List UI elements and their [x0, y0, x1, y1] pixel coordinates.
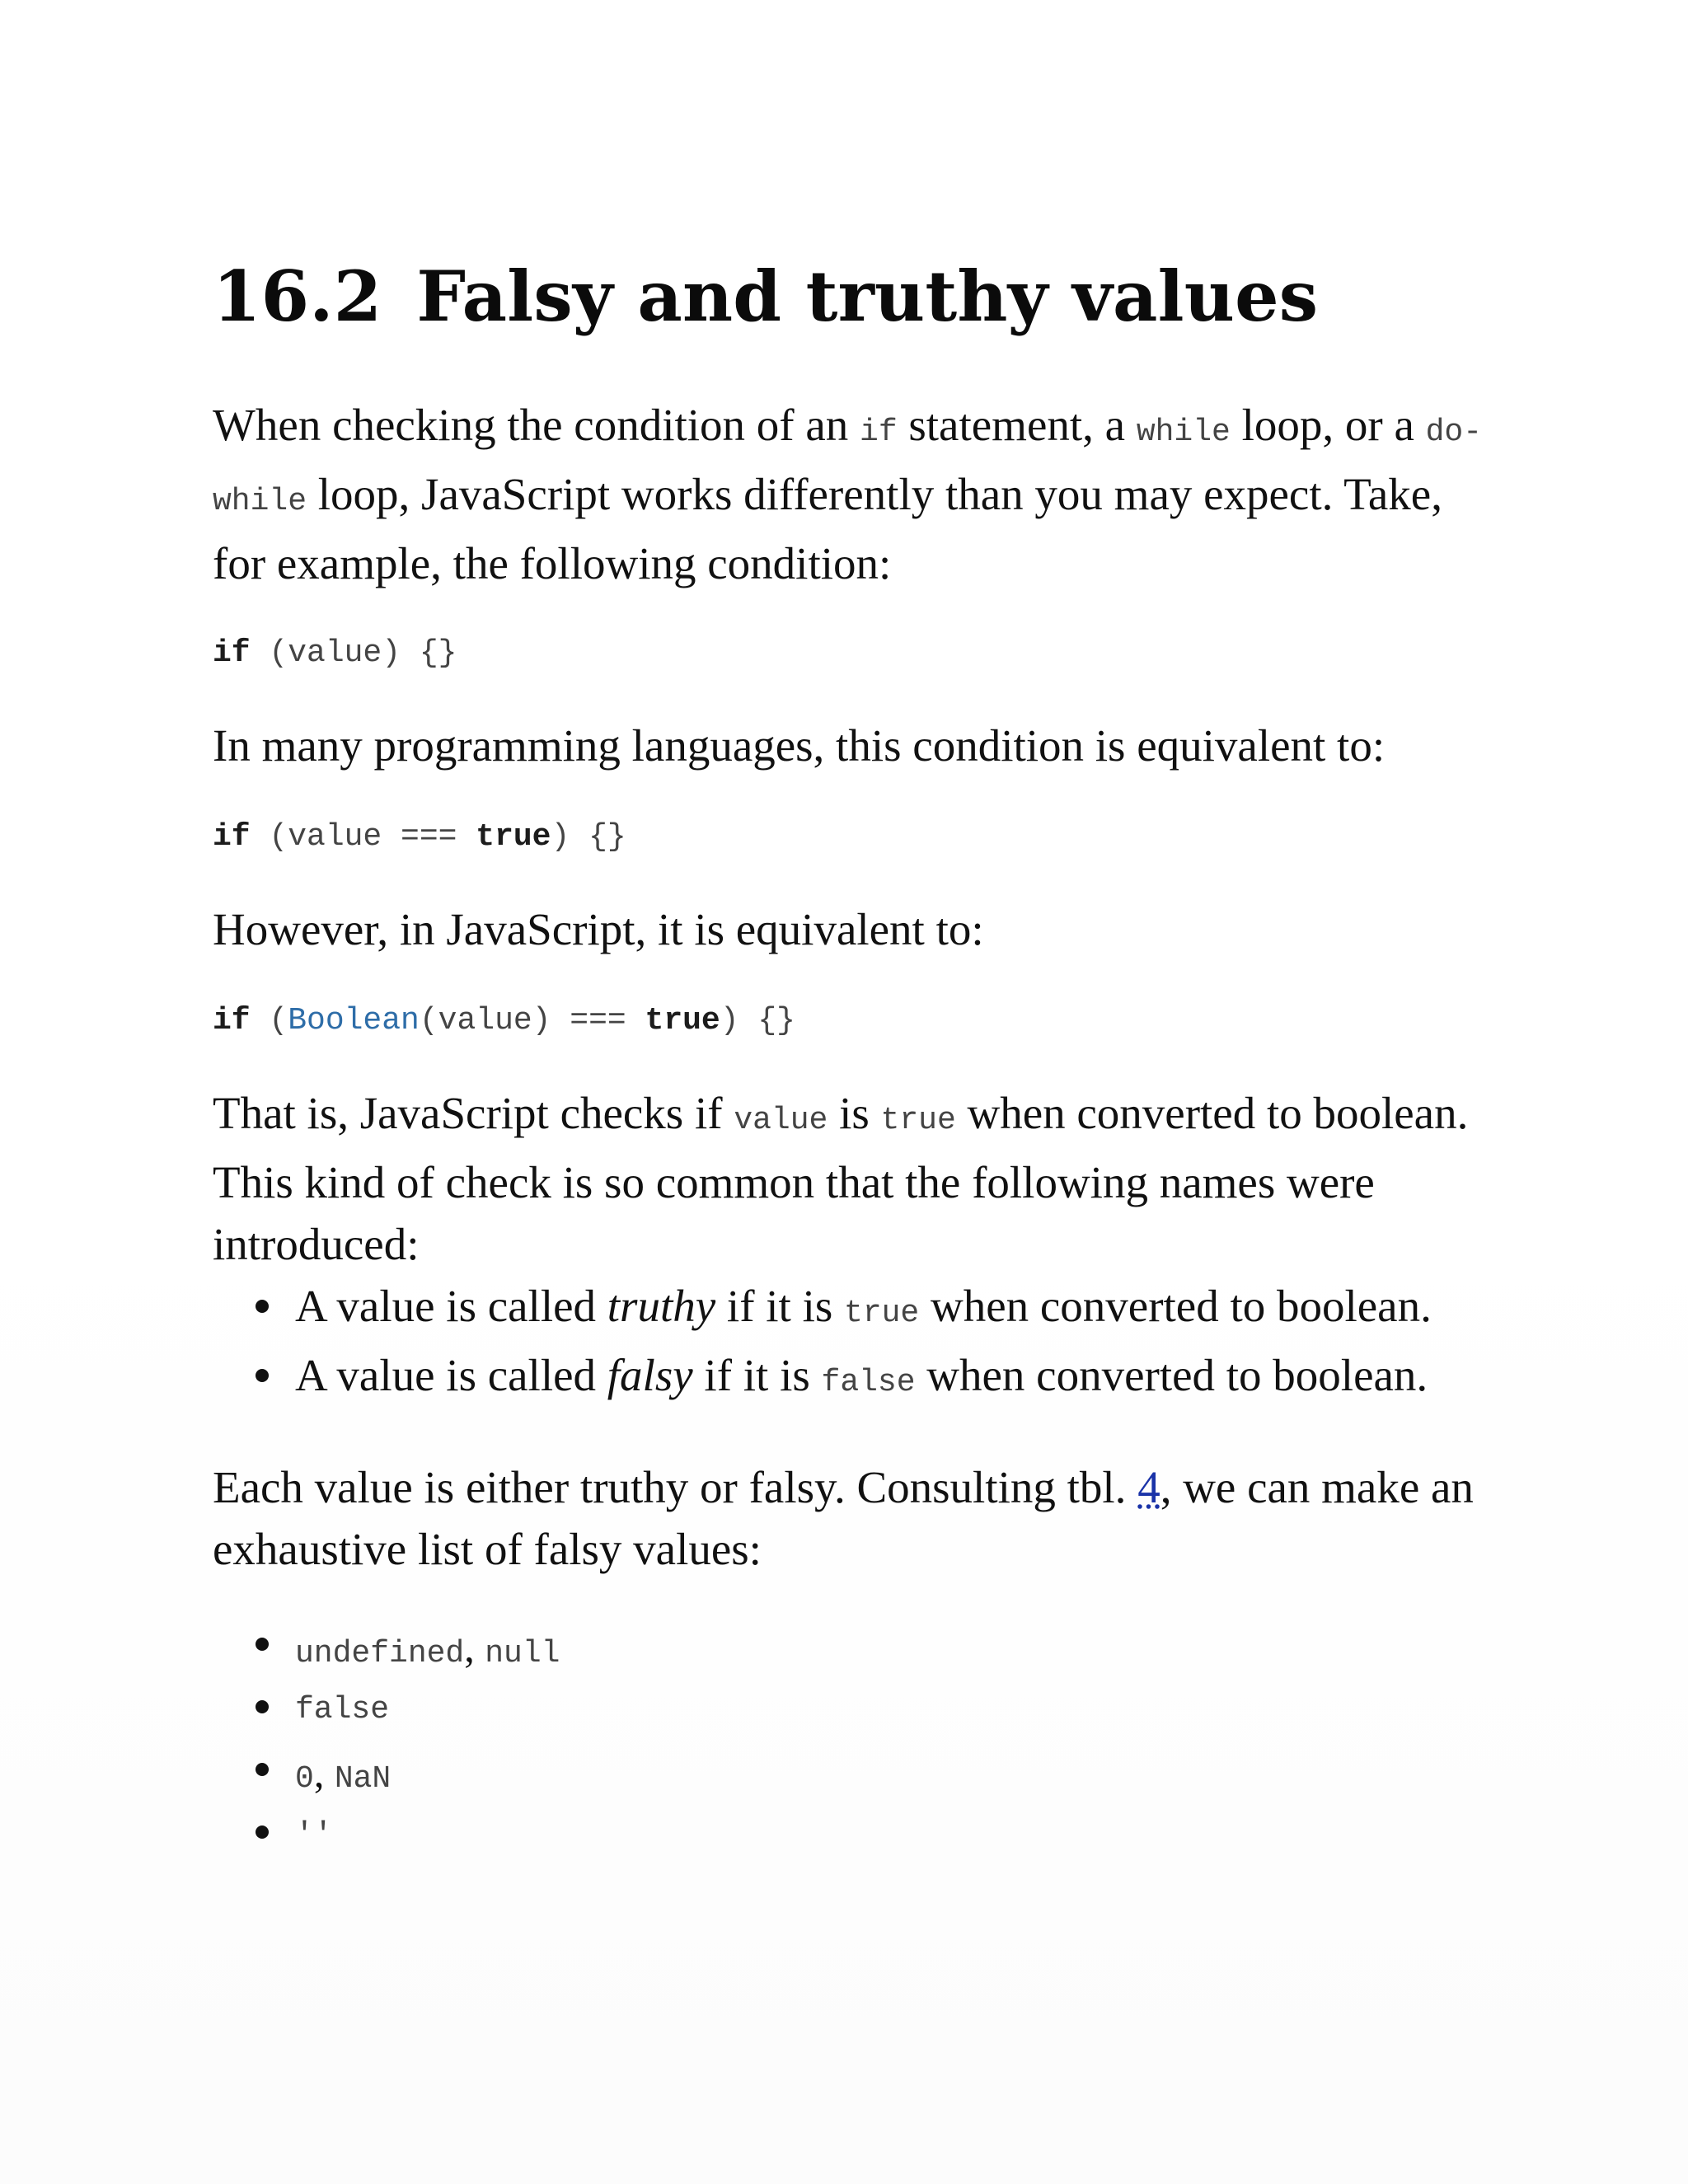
code-block-3	[213, 996, 1498, 1046]
falsy-value: 0	[295, 1761, 314, 1797]
code-text: (value) ===	[419, 1003, 645, 1038]
table-reference-link[interactable]: 4	[1137, 1462, 1160, 1512]
bullet-icon	[256, 1300, 269, 1313]
falsy-value: false	[295, 1692, 390, 1727]
inline-code-do-while: do-while	[213, 415, 1483, 519]
list-item	[213, 1616, 1498, 1679]
section-content	[213, 247, 1498, 1867]
intro-paragraph	[213, 394, 1498, 594]
falsy-value: null	[485, 1636, 560, 1671]
bullet-icon	[256, 1763, 269, 1776]
code-keyword: if	[213, 819, 251, 855]
list-item	[213, 1804, 1498, 1867]
section-heading	[213, 247, 1498, 346]
item-text: if it is	[692, 1350, 822, 1400]
code-text: ) {}	[720, 1003, 795, 1038]
falsy-value: undefined	[295, 1636, 465, 1671]
code-text: (value ===	[250, 819, 476, 855]
definitions-list	[213, 1275, 1498, 1413]
code-keyword: if	[213, 635, 251, 671]
code-text: (	[250, 1003, 288, 1038]
inline-code-false: false	[821, 1365, 916, 1400]
code-text: ) {}	[551, 819, 626, 855]
para5-text-1: Each value is either truthy or falsy. Consulting tbl.	[213, 1462, 1138, 1512]
intro-text-1: When checking the condition of an	[213, 400, 860, 450]
falsy-value: NaN	[334, 1761, 392, 1797]
term-falsy: falsy	[607, 1350, 693, 1400]
code-block-1	[213, 629, 1498, 678]
bullet-icon	[256, 1700, 269, 1713]
paragraph-each-value	[213, 1456, 1498, 1580]
separator: ,	[464, 1624, 485, 1671]
paragraph-equivalent: In many programming languages, this condition is equivalent to:	[213, 720, 1386, 771]
inline-code-if: if	[860, 415, 898, 450]
inline-code-true: true	[844, 1296, 920, 1331]
list-item	[213, 1344, 1498, 1413]
inline-code-while: while	[1136, 415, 1231, 450]
inline-code-true: true	[880, 1103, 956, 1138]
falsy-value: ''	[295, 1817, 333, 1853]
item-text: when converted to boolean.	[915, 1350, 1428, 1400]
section-title: Falsy and truthy values	[416, 255, 1319, 337]
paragraph-however: However, in JavaScript, it is equivalent to:	[213, 904, 984, 954]
section-number: 16.2	[213, 255, 382, 337]
code-text: (value) {}	[250, 635, 457, 671]
para4-text-1: That is, JavaScript checks if	[213, 1088, 734, 1138]
code-keyword: if	[213, 1003, 251, 1038]
inline-code-value: value	[734, 1103, 828, 1138]
list-item	[213, 1275, 1498, 1344]
para5-text-2: , we can make an exhaustive list of falsy values:	[213, 1462, 1474, 1574]
intro-text-2: statement, a	[897, 400, 1137, 450]
code-keyword: true	[476, 819, 551, 855]
item-text: A value is called	[295, 1350, 607, 1400]
bullet-icon	[256, 1825, 269, 1839]
item-text: if it is	[715, 1281, 845, 1331]
code-function-name: Boolean	[288, 1003, 420, 1038]
bullet-icon	[256, 1638, 269, 1651]
item-text: when converted to boolean.	[919, 1281, 1432, 1331]
term-truthy: truthy	[607, 1281, 716, 1331]
list-item	[213, 1679, 1498, 1741]
code-keyword: true	[645, 1003, 720, 1038]
item-text: A value is called	[295, 1281, 607, 1331]
falsy-values-list	[213, 1616, 1498, 1867]
para4-text-3: when converted to boolean. This kind of check is so common that the following names were introduced:	[213, 1088, 1469, 1269]
intro-text-4: loop, JavaScript works differently than you may expect. Take, for example, the following condition:	[213, 469, 1442, 588]
bullet-icon	[256, 1369, 269, 1382]
para4-text-2: is	[828, 1088, 881, 1138]
intro-text-3: loop, or a	[1230, 400, 1426, 450]
list-item	[213, 1741, 1498, 1804]
paragraph-that-is	[213, 1082, 1498, 1275]
code-block-2	[213, 813, 1498, 862]
separator: ,	[313, 1750, 335, 1796]
